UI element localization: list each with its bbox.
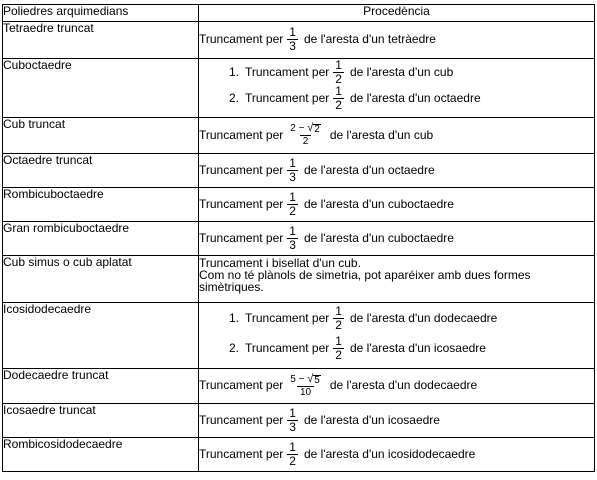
fraction-denominator: 2 [289, 203, 296, 218]
fraction-denominator: 3 [289, 419, 296, 434]
fraction-denominator: 10 [297, 386, 314, 398]
fraction-numerator: 1 [335, 57, 342, 72]
origin-cell [199, 369, 595, 404]
origin-prefix: Truncament per [245, 91, 330, 106]
origin-line [199, 404, 594, 436]
table-row [3, 118, 595, 154]
fraction [287, 123, 324, 147]
origin-prefix: Truncament per [199, 446, 284, 461]
fraction-numerator: 1 [335, 84, 342, 99]
origin-text-line: Truncament i bisellat d'un cub. [199, 256, 361, 270]
polyhedron-name: Rombicuboctaedre [3, 188, 199, 222]
origin-line [199, 369, 594, 402]
polyhedron-name: Octaedre truncat [3, 154, 199, 188]
origin-cell [199, 59, 595, 118]
polyhedron-name: Rombicosidodecaedre [3, 438, 199, 472]
origin-text [199, 256, 594, 293]
origin-text-line: Com no té plànols de simetria, pot aparéixer amb dues formes simètriques. [199, 268, 531, 294]
list-marker: 2. [228, 340, 239, 355]
fraction [333, 85, 344, 112]
fraction-numerator [287, 374, 324, 386]
table-body [3, 22, 595, 472]
table-row [3, 256, 595, 303]
origin-suffix: de l'aresta d'un icosaedre [303, 412, 440, 427]
origin-prefix: Truncament per [245, 64, 330, 79]
fraction-numerator: 1 [335, 333, 342, 348]
fraction-denominator: 2 [335, 317, 342, 332]
origin-cell [199, 222, 595, 256]
origin-prefix: Truncament per [199, 127, 284, 142]
fraction-numerator: 1 [289, 155, 296, 170]
fraction [287, 407, 298, 434]
origin-cell [199, 118, 595, 154]
origin-line [199, 438, 594, 470]
origin-prefix: Truncament per [199, 32, 284, 46]
fraction-numerator: 1 [289, 223, 296, 238]
origin-prefix: Truncament per [199, 196, 284, 211]
origin-suffix: de l'aresta d'un cuboctaedre [303, 196, 454, 211]
table-row [3, 369, 595, 404]
origin-suffix: de l'aresta d'un octaedre [349, 91, 481, 106]
fraction [333, 305, 344, 332]
origin-prefix: Truncament per [245, 310, 330, 325]
fraction-denominator: 2 [335, 71, 342, 86]
numerator-term: 5 − [290, 373, 305, 385]
origin-prefix: Truncament per [199, 230, 284, 245]
fraction [333, 59, 344, 86]
fraction [287, 26, 298, 53]
fraction-denominator: 2 [335, 98, 342, 113]
origin-line [199, 59, 594, 86]
fraction [287, 191, 298, 218]
origin-line [199, 333, 594, 363]
radical-sign-icon: √ [307, 122, 314, 134]
table-row [3, 59, 595, 118]
polyhedron-name: Dodecaedre truncat [3, 369, 199, 404]
origin-cell [199, 22, 595, 59]
radicand: 5 [314, 374, 320, 386]
numerator-term: 2 − [290, 123, 305, 134]
origin-cell [199, 256, 595, 303]
table-row [3, 404, 595, 438]
list-marker: 2. [228, 91, 239, 106]
polyhedron-name: Icosaedre truncat [3, 404, 199, 438]
origin-cell [199, 438, 595, 472]
fraction [287, 441, 298, 468]
polyhedron-name: Cub simus o cub aplatat [3, 256, 199, 303]
origin-cell [199, 188, 595, 222]
origin-cell [199, 404, 595, 438]
origin-suffix: de l'aresta d'un dodecaedre [349, 310, 498, 325]
table-header-row [3, 5, 595, 22]
fraction-denominator: 3 [289, 169, 296, 184]
radicand: 2 [314, 124, 320, 135]
radical-sign-icon: √ [307, 372, 314, 385]
polyhedron-name: Cuboctaedre [3, 59, 199, 118]
origin-suffix: de l'aresta d'un dodecaedre [329, 378, 478, 392]
origin-suffix: de l'aresta d'un cub [349, 64, 454, 79]
origin-prefix: Truncament per [199, 162, 284, 177]
list-marker: 1. [228, 64, 239, 79]
fraction [287, 157, 298, 184]
origin-prefix: Truncament per [199, 378, 284, 392]
origin-suffix: de l'aresta d'un icosaedre [349, 340, 486, 355]
table-row [3, 222, 595, 256]
origin-cell [199, 154, 595, 188]
column-header-polyhedra: Poliedres arquimedians [3, 5, 199, 22]
table-row [3, 303, 595, 369]
origin-prefix: Truncament per [199, 412, 284, 427]
square-root [307, 123, 321, 135]
fraction-denominator: 3 [289, 39, 296, 53]
polyhedron-name: Cub truncat [3, 118, 199, 154]
origin-line [199, 86, 594, 113]
table-row [3, 188, 595, 222]
fraction [333, 335, 344, 362]
origin-suffix: de l'aresta d'un octaedre [303, 162, 435, 177]
fraction-denominator: 2 [289, 453, 296, 468]
origin-line [199, 22, 594, 57]
origin-suffix: de l'aresta d'un tetràedre [303, 32, 436, 46]
fraction-numerator: 1 [335, 303, 342, 318]
table-row [3, 438, 595, 472]
fraction [287, 225, 298, 252]
fraction-numerator: 1 [289, 405, 296, 420]
origin-line [199, 303, 594, 333]
table-row [3, 22, 595, 59]
fraction-denominator: 2 [335, 347, 342, 362]
origin-line [199, 118, 594, 152]
origin-suffix: de l'aresta d'un icosidodecaedre [303, 446, 476, 461]
square-root [307, 374, 321, 386]
fraction-numerator: 1 [289, 439, 296, 454]
polyhedron-name: Icosidodecaedre [3, 303, 199, 369]
origin-suffix: de l'aresta d'un cuboctaedre [303, 230, 454, 245]
origin-line [199, 188, 594, 220]
polyhedron-name: Tetraedre truncat [3, 22, 199, 59]
fraction-denominator: 3 [289, 237, 296, 252]
fraction-numerator [287, 123, 324, 135]
origin-line [199, 222, 594, 254]
fraction-numerator: 1 [289, 189, 296, 204]
origin-cell [199, 303, 595, 369]
column-header-origin: Procedència [199, 5, 595, 22]
table-row [3, 154, 595, 188]
archimedean-polyhedra-table [2, 4, 595, 472]
fraction-denominator: 2 [300, 135, 312, 147]
origin-line [199, 154, 594, 186]
origin-prefix: Truncament per [245, 340, 330, 355]
fraction-numerator: 1 [289, 25, 296, 39]
list-marker: 1. [228, 310, 239, 325]
fraction [287, 374, 324, 398]
origin-suffix: de l'aresta d'un cub [329, 127, 434, 142]
polyhedron-name: Gran rombicuboctaedre [3, 222, 199, 256]
